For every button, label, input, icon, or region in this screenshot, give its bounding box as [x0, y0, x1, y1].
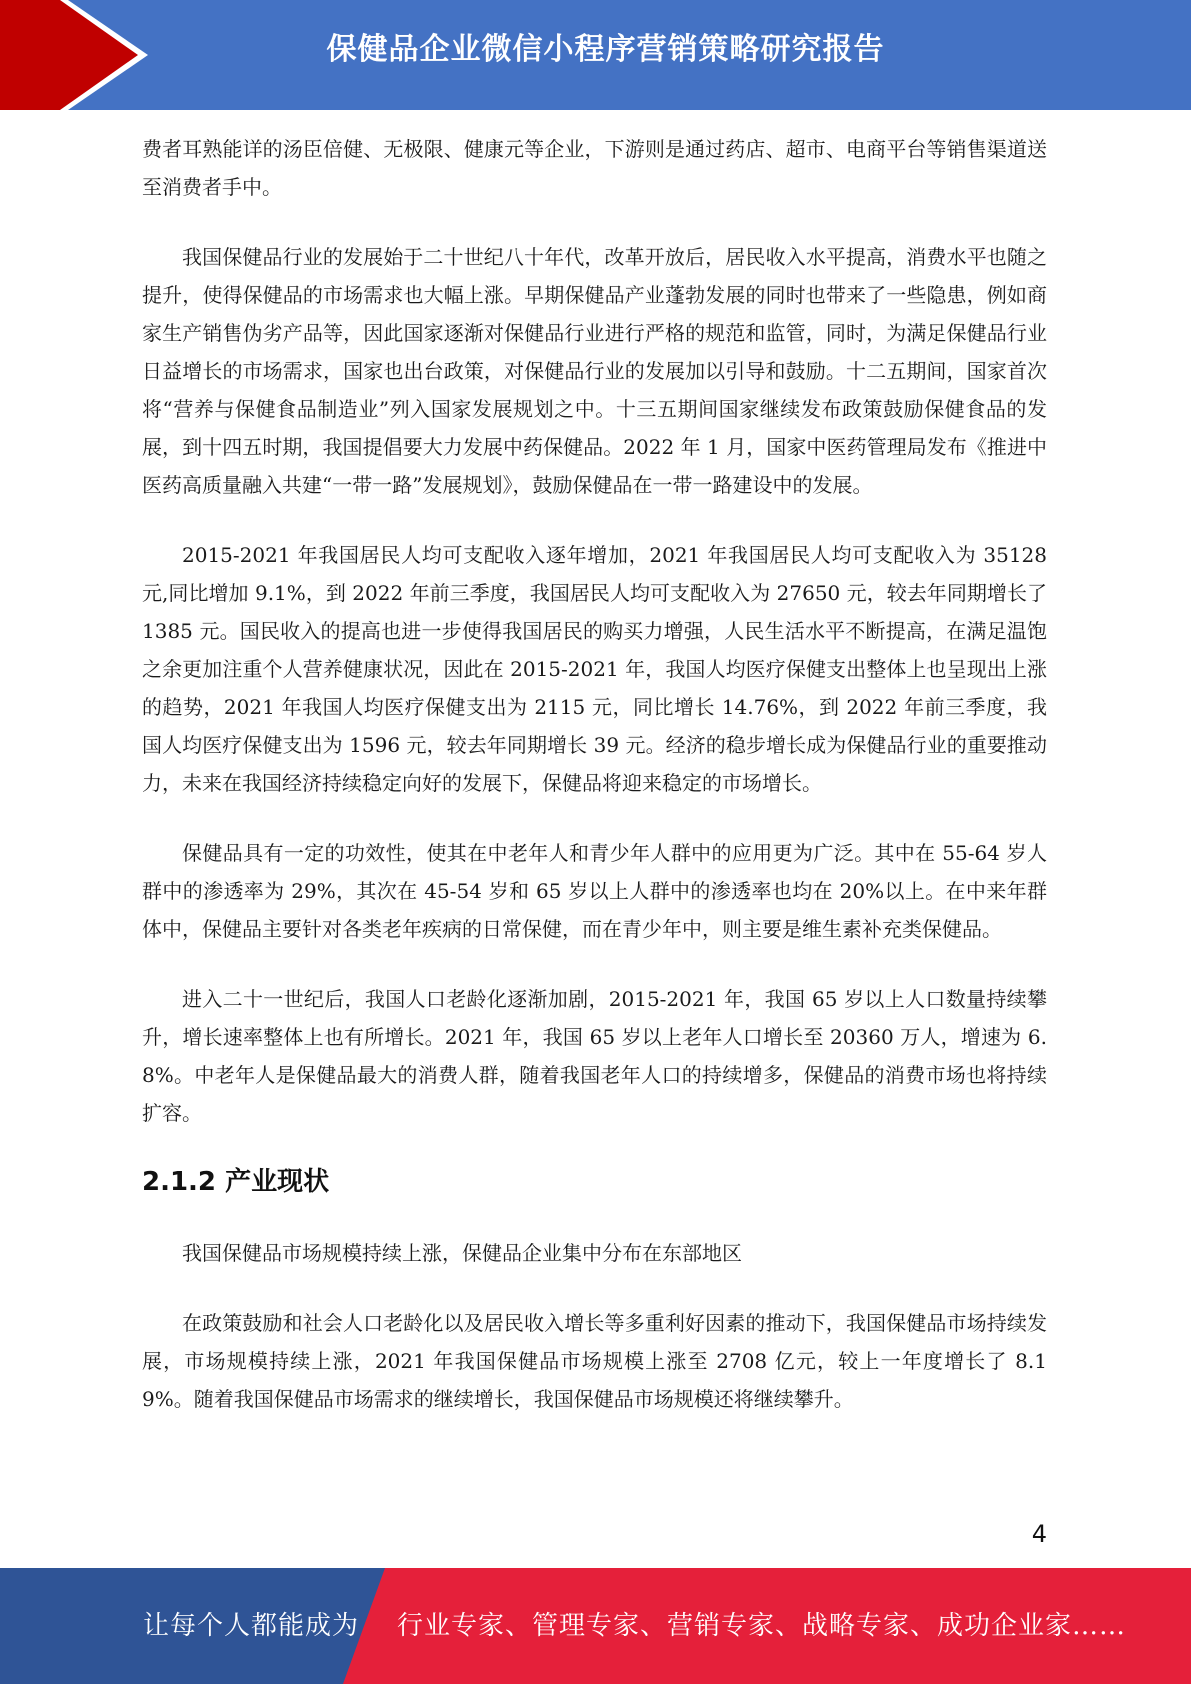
document-body [142, 130, 1047, 1418]
paragraph-aging-population: 进入二十一世纪后，我国人口老龄化逐渐加剧，2015-2021 年，我国 65 岁以上人口数量持续攀升，增长速率整体上也有所增长。2021 年，我国 65 岁以上老年人口增长至 20360 万人，增速为 6.8%。中老年人是保健品最大的消费人群，随着我国老年人口的持续增多，保健品的消费市场也将持续扩容。 [142, 987, 1047, 1125]
page-number: 4 [1031, 1520, 1047, 1548]
paragraph-penetration-rate: 保健品具有一定的功效性，使其在中老年人和青少年人群中的应用更为广泛。其中在 55-64 岁人群中的渗透率为 29%，其次在 45-54 岁和 65 岁以上人群中的渗透率也均在 20%以上。在中来年群体中，保健品主要针对各类老年疾病的日常保健，而在青少年中，则主要是维生素补充类保健品。 [142, 841, 1047, 941]
page-footer [0, 1568, 1191, 1684]
report-title: 保健品企业微信小程序营销策略研究报告 [326, 32, 885, 67]
page-header [0, 0, 1191, 110]
paragraph-income-growth: 2015-2021 年我国居民人均可支配收入逐年增加，2021 年我国居民人均可支配收入为 35128 元,同比增加 9.1%，到 2022 年前三季度，我国居民人均可支配收入为 27650 元，较去年同期增长了 1385 元。国民收入的提高也进一步使得我国居民的购买力增强，人民生活水平不断提高，在满足温饱之余更加注重个人营养健康状况，因此在 2015-2021 年，我国人均医疗保健支出整体上也呈现出上涨的趋势，2021 年我国人均医疗保健支出为 2115 元，同比增长 14.76%，到 2022 年前三季度，我国人均医疗保健支出为 1596 元，较去年同期增长 39 元。经济的稳步增长成为保健品行业的重要推动力，未来在我国经济持续稳定向好的发展下，保健品将迎来稳定的市场增长。 [142, 543, 1047, 795]
paragraph-market-summary: 我国保健品市场规模持续上涨，保健品企业集中分布在东部地区 [182, 1241, 742, 1265]
paragraph-market-size: 在政策鼓励和社会人口老龄化以及居民收入增长等多重利好因素的推动下，我国保健品市场持续发展，市场规模持续上涨，2021 年我国保健品市场规模上涨至 2708 亿元，较上一年度增长了 8.19%。随着我国保健品市场需求的继续增长，我国保健品市场规模还将继续攀升。 [142, 1311, 1047, 1411]
paragraph-supply-chain: 费者耳熟能详的汤臣倍健、无极限、健康元等企业，下游则是通过药店、超市、电商平台等销售渠道送至消费者手中。 [142, 137, 1047, 199]
header-chevron-decoration [0, 0, 160, 110]
paragraph-industry-history: 我国保健品行业的发展始于二十世纪八十年代，改革开放后，居民收入水平提高，消费水平也随之提升，使得保健品的市场需求也大幅上涨。早期保健品产业蓬勃发展的同时也带来了一些隐患，例如商家生产销售伪劣产品等，因此国家逐渐对保健品行业进行严格的规范和监管，同时，为满足保健品行业日益增长的市场需求，国家也出台政策，对保健品行业的发展加以引导和鼓励。十二五期间，国家首次将“营养与保健食品制造业”列入国家发展规划之中。十三五期间国家继续发布政策鼓励保健食品的发展，到十四五时期，我国提倡要大力发展中药保健品。2022 年 1 月，国家中医药管理局发布《推进中医药高质量融入共建“一带一路”发展规划》，鼓励保健品在一带一路建设中的发展。 [142, 245, 1047, 497]
footer-slogan-left: 让每个人都能成为 [143, 1611, 360, 1641]
section-heading: 2.1.2 产业现状 [142, 1167, 330, 1197]
footer-slogan-right: 行业专家、管理专家、营销专家、战略专家、成功企业家…… [397, 1611, 1127, 1641]
